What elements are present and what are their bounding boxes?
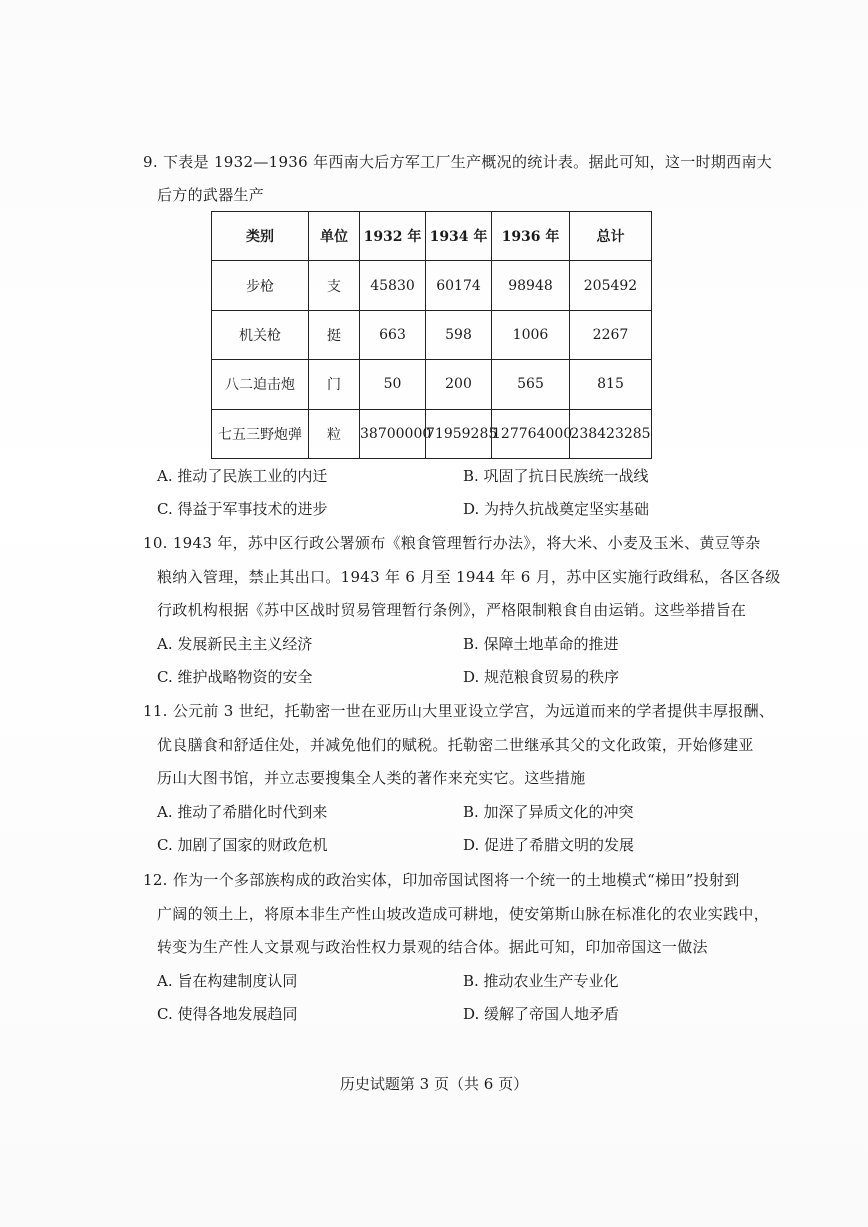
question-9-option-b[interactable]: B. 巩固了抗日民族统一战线 [463, 467, 649, 485]
table-cell: 38700000 [360, 409, 426, 458]
question-12-stem-line-1: 12. 作为一个多部族构成的政治实体，印加帝国试图将一个统一的土地模式“梯田”投射到 [143, 871, 740, 889]
page-footer: 历史试题第 3 页（共 6 页） [339, 1075, 529, 1093]
question-9-option-a[interactable]: A. 推动了民族工业的内迁 [157, 467, 328, 485]
question-9-option-d[interactable]: D. 为持久抗战奠定坚实基础 [463, 500, 650, 518]
weapon-production-table [211, 211, 652, 459]
question-10-option-b[interactable]: B. 保障土地革命的推进 [463, 635, 619, 653]
table-cell: 1006 [492, 310, 570, 359]
table-cell: 八二迫击炮 [212, 360, 309, 409]
table-header-cell: 1932 年 [360, 212, 426, 261]
question-10-stem-line-3: 行政机构根据《苏中区战时贸易管理暂行条例》，严格限制粮食自由运销。这些举措旨在 [157, 601, 747, 619]
table-cell: 98948 [492, 261, 570, 310]
table-cell: 565 [492, 360, 570, 409]
question-10-stem-line-1: 10. 1943 年，苏中区行政公署颁布《粮食管理暂行办法》，将大米、小麦及玉米、黄豆等杂 [143, 534, 761, 552]
table-row [212, 310, 652, 359]
table-header-cell: 1936 年 [492, 212, 570, 261]
table-cell: 45830 [360, 261, 426, 310]
question-10-stem-line-2: 粮纳入管理，禁止其出口。1943 年 6 月至 1944 年 6 月，苏中区实施行政缉私，各区各级 [157, 568, 781, 586]
question-11-option-d[interactable]: D. 促进了希腊文明的发展 [463, 836, 635, 854]
table-cell: 2267 [570, 310, 652, 359]
question-9-option-c[interactable]: C. 得益于军事技术的进步 [157, 500, 328, 518]
question-12-option-c[interactable]: C. 使得各地发展趋同 [157, 1005, 298, 1023]
question-11-option-a[interactable]: A. 推动了希腊化时代到来 [157, 803, 328, 821]
table-cell: 门 [309, 360, 360, 409]
table-cell: 200 [426, 360, 492, 409]
table-cell: 598 [426, 310, 492, 359]
question-12-stem-line-2: 广阔的领土上，将原本非生产性山坡改造成可耕地，使安第斯山脉在标准化的农业实践中， [157, 905, 770, 923]
table-cell: 127764000 [492, 409, 570, 458]
table-cell: 60174 [426, 261, 492, 310]
table-cell: 挺 [309, 310, 360, 359]
question-10-option-c[interactable]: C. 维护战略物资的安全 [157, 668, 313, 686]
table-row [212, 409, 652, 458]
question-11-option-b[interactable]: B. 加深了异质文化的冲突 [463, 803, 634, 821]
question-10-option-a[interactable]: A. 发展新民主主义经济 [157, 635, 313, 653]
table-cell: 机关枪 [212, 310, 309, 359]
question-12-option-d[interactable]: D. 缓解了帝国人地矛盾 [463, 1005, 620, 1023]
table-header-cell: 1934 年 [426, 212, 492, 261]
question-11-stem-line-1: 11. 公元前 3 世纪，托勒密一世在亚历山大里亚设立学宫，为远道而来的学者提供丰厚报酬、 [143, 702, 775, 720]
table-header-cell: 单位 [309, 212, 360, 261]
table-header-cell: 总计 [570, 212, 652, 261]
table-cell: 205492 [570, 261, 652, 310]
question-11-option-c[interactable]: C. 加剧了国家的财政危机 [157, 836, 328, 854]
question-11-stem-line-3: 历山大图书馆，并立志要搜集全人类的著作来充实它。这些措施 [157, 769, 586, 787]
table-cell: 663 [360, 310, 426, 359]
table-cell: 71959285 [426, 409, 492, 458]
table-header-cell: 类别 [212, 212, 309, 261]
table-cell: 238423285 [570, 409, 652, 458]
question-11-stem-line-2: 优良膳食和舒适住处，并减免他们的赋税。托勒密二世继承其父的文化政策，开始修建亚 [157, 736, 754, 754]
table-cell: 支 [309, 261, 360, 310]
table-row [212, 261, 652, 310]
question-12-option-b[interactable]: B. 推动农业生产专业化 [463, 972, 619, 990]
table-cell: 50 [360, 360, 426, 409]
table-header-row [212, 212, 652, 261]
table-cell: 粒 [309, 409, 360, 458]
question-12-stem-line-3: 转变为生产性人文景观与政治性权力景观的结合体。据此可知，印加帝国这一做法 [157, 938, 708, 956]
question-10-option-d[interactable]: D. 规范粮食贸易的秩序 [463, 668, 620, 686]
question-9-stem-line-2: 后方的武器生产 [157, 186, 265, 204]
question-12-option-a[interactable]: A. 旨在构建制度认同 [157, 972, 298, 990]
table-cell: 815 [570, 360, 652, 409]
table-row [212, 360, 652, 409]
question-9-stem-line-1: 9. 下表是 1932—1936 年西南大后方军工厂生产概况的统计表。据此可知，这一时期西南大 [143, 153, 773, 171]
table-cell: 七五三野炮弹 [212, 409, 309, 458]
table-cell: 步枪 [212, 261, 309, 310]
